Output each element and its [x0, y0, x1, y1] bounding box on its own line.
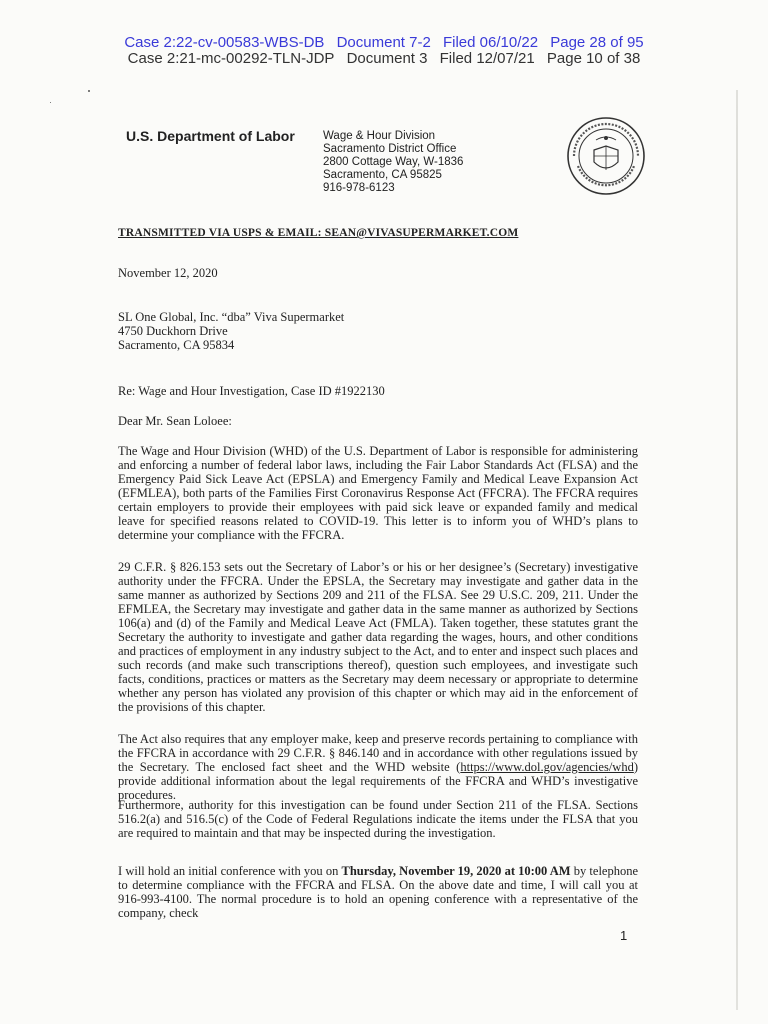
address-line: 916-978-6123	[323, 182, 395, 194]
conference-datetime: Thursday, November 19, 2020 at 10:00 AM	[341, 864, 571, 878]
case-number: Case 2:22-cv-00583-WBS-DB	[124, 34, 325, 51]
transmittal-line: TRANSMITTED VIA USPS & EMAIL: SEAN@VIVASUPERMARKET.COM	[118, 227, 519, 239]
filed-date: Filed 12/07/21	[439, 50, 535, 67]
address-line: Sacramento District Office	[323, 143, 457, 155]
paragraph-initial-conference	[118, 864, 638, 920]
filing-header-secondary	[0, 50, 768, 67]
paragraph-text: I will hold an initial conference with you on	[118, 864, 342, 878]
paragraph-flsa-authority: Furthermore, authority for this investigation can be found under Section 211 of the FLSA. Sections 516.2(a) and 516.5(c) of the Code of Federal Regulations indicate the items under the FLSA that you are required to maintain and that may be inspected during the investigation.	[118, 798, 638, 840]
whd-website-link[interactable]: https://www.dol.gov/agencies/whd	[460, 760, 634, 774]
scan-speck	[50, 102, 51, 103]
recipient-line: 4750 Duckhorn Drive	[118, 324, 228, 338]
recipient-line: SL One Global, Inc. “dba” Viva Supermarket	[118, 310, 345, 324]
filed-date: Filed 06/10/22	[442, 34, 539, 51]
recipient-line: Sacramento, CA 95834	[118, 338, 235, 352]
department-seal-icon	[566, 116, 646, 196]
case-number: Case 2:21-mc-00292-TLN-JDP	[127, 50, 335, 67]
address-line: Wage & Hour Division	[323, 130, 436, 142]
document-number: Document 3	[346, 50, 428, 67]
paragraph-text: ) provide additional information about the legal requirements of the FFCRA and WHD’s investigative procedures.	[118, 760, 638, 802]
paragraph-text: The Act also requires that any employer make, keep and preserve records pertaining to compliance with the FFCRA in accordance with 29 C.F.R. § 846.140 and in accordance with other regulations issued by the Secretary. The enclosed fact sheet and the WHD website (	[118, 732, 638, 774]
paragraph-text: by telephone to determine compliance with the FFCRA and FLSA. On the above date and time, I will call you at 916-993-4100. The normal procedure is to hold an opening conference with a representative of the company, check	[118, 864, 639, 920]
subject-line: Re: Wage and Hour Investigation, Case ID #1922130	[118, 384, 385, 398]
address-line: 2800 Cottage Way, W-1836	[323, 156, 464, 168]
paragraph-investigative-authority: 29 C.F.R. § 826.153 sets out the Secretary of Labor’s or his or her designee’s (Secretary) investigative authority under the FFCRA. Under the EPSLA, the Secretary may investigate and gather data in the same manner as authorized by Sections 209 and 211 of the FLSA. See 29 U.S.C. 209, 211. Under the EFMLEA, the Secretary may investigate and gather data in the same manner as authorized by Sections 106(a) and (d) of the Family and Medical Leave Act (FMLA). Taken together, these statutes grant the Secretary the authority to investigate and gather data regarding the wages, hours, and other conditions and practices of employment in any industry subject to the Act, and to enter and inspect such places and such records (and make such transcriptions thereof), question such employees, and investigate such facts, conditions, practices or matters as the Secretary may deem necessary or appropriate to determine whether any person has violated any provision of this chapter or which may aid in the enforcement of the provisions of this chapter.	[118, 560, 638, 714]
paragraph-whd-responsibility: The Wage and Hour Division (WHD) of the U.S. Department of Labor is responsible for administering and enforcing a number of federal labor laws, including the Fair Labor Standards Act (FLSA) and the Emergency Paid Sick Leave Act (EPSLA) and Emergency Family and Medical Leave Expansion Act (EFMLEA), both parts of the Families First Coronavirus Response Act (FFCRA). The FFCRA requires certain employers to provide their employees with paid sick leave or expanded family and medical leave for specified reasons related to COVID-19. This letter is to inform you of WHD’s plans to determine your compliance with the FFCRA.	[118, 444, 638, 542]
letter-date: November 12, 2020	[118, 266, 218, 280]
recipient-address	[118, 310, 638, 352]
page-count: Page 10 of 38	[546, 50, 641, 67]
document-number: Document 7-2	[336, 34, 431, 51]
filing-header-primary	[0, 34, 768, 51]
scan-edge	[736, 90, 738, 1010]
department-name: U.S. Department of Labor	[126, 128, 295, 144]
page-count: Page 28 of 95	[550, 34, 644, 51]
paragraph-recordkeeping	[118, 732, 638, 802]
office-address	[323, 130, 463, 195]
salutation: Dear Mr. Sean Loloee:	[118, 414, 232, 428]
address-line: Sacramento, CA 95825	[323, 169, 442, 181]
scan-speck	[88, 90, 90, 92]
page-number: 1	[620, 928, 628, 943]
